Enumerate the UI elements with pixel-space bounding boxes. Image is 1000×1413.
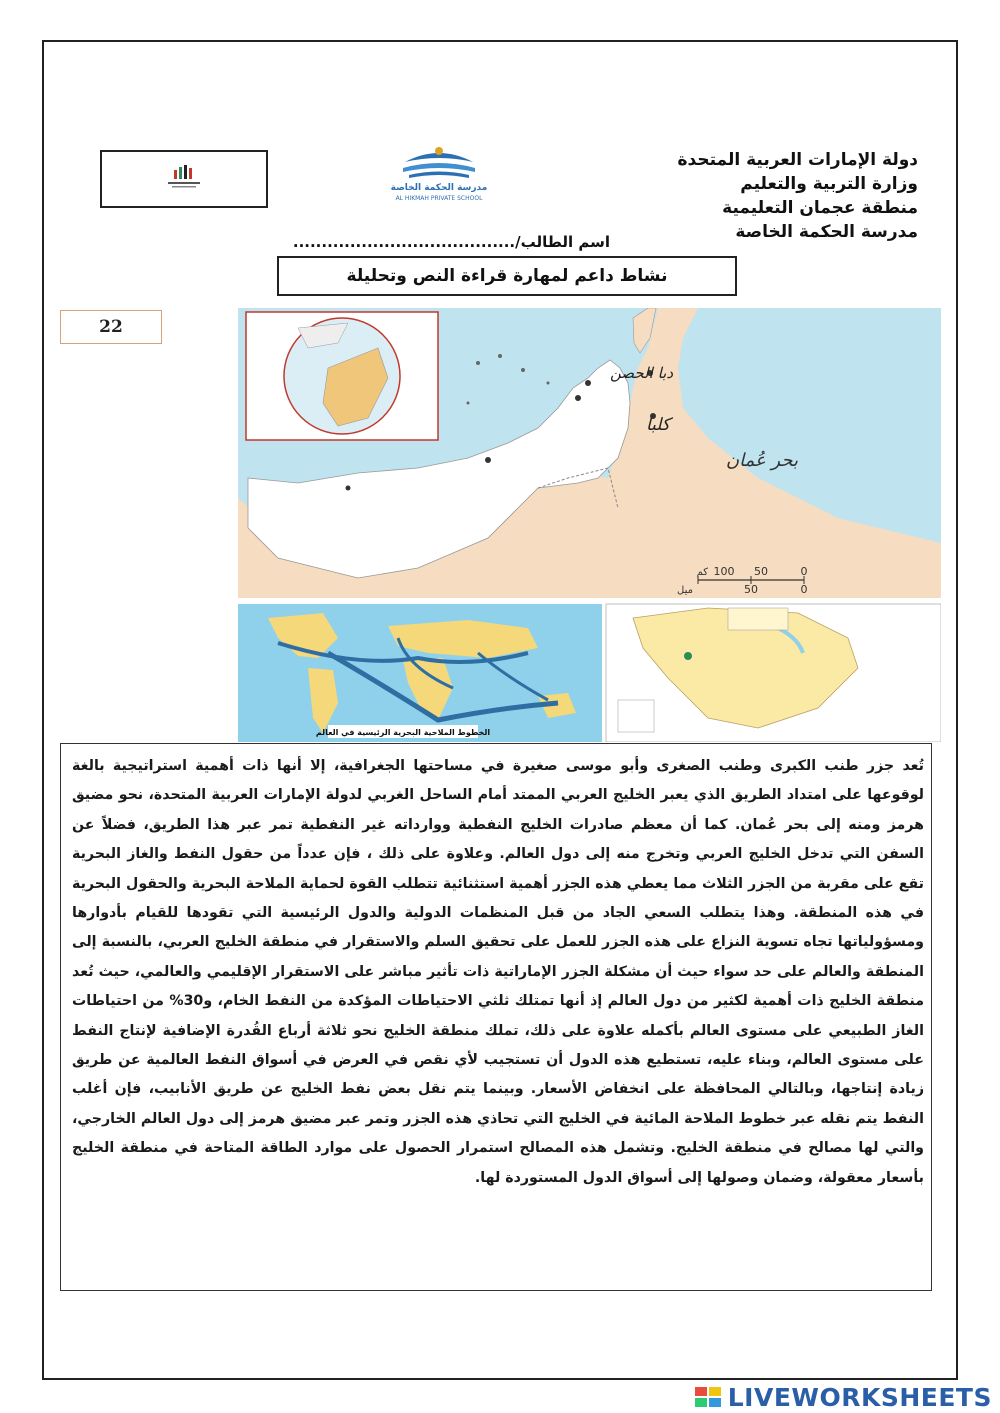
inset-map [246, 312, 438, 440]
ministry-logo-icon [102, 152, 266, 206]
svg-text:ميل: ميل [677, 585, 693, 596]
header-ministry: وزارة التربية والتعليم [740, 174, 918, 194]
svg-text:0: 0 [800, 583, 808, 596]
school-logo-english: AL HIKMAH PRIVATE SCHOOL [395, 195, 483, 202]
world-map-caption: الخطوط الملاحية البحرية الرئيسية في العالم [315, 728, 491, 737]
svg-text:50: 50 [754, 565, 768, 578]
svg-text:50: 50 [744, 583, 758, 596]
page-number: 22 [60, 310, 162, 344]
world-shipping-routes-map [238, 604, 602, 742]
ministry-logo-box [100, 150, 268, 208]
svg-text:0: 0 [800, 565, 808, 578]
map-label-dibba: دبا الحصن [609, 364, 673, 382]
header-school: مدرسة الحكمة الخاصة [735, 222, 918, 242]
reading-passage: تُعد جزر طنب الكبرى وطنب الصغرى وأبو موسى صغيرة في مساحتها الجغرافية، إلا أنها ذات أهمية استراتيجية بالغة لوقوعها على امتداد الطريق الذي يعبر الخليج العربي الممتد أمام الساحل الغربي لدولة الإمارات العربية المتحدة، نحو مضيق هرمز ومنه إلى بحر عُمان. كما أن معظم صادرات الخليج النفطية ووارداته غير النفطية تمر عبر هذا الطريق، فضلاً عن السفن التي تدخل الخليج العربي وتخرج منه إلى دول العالم. وعلاوة على ذلك ، فإن عدداً من حقول النفط والغاز البحرية تقع على مقربة من الجزر الثلاث مما يعطي هذه الجزر أهمية استثنائية تتطلب القوة لحماية الملاحة البحرية والحقول البحرية في هذه المنطقة. وهذا يتطلب السعي الجاد من قبل المنظمات الدولية والدول الرئيسية التي تقودها للقيام بأدوارها ومسؤولياتها تجاه تسوية النزاع على هذه الجزر للعمل على تحقيق السلم والاستقرار في منطقة الخليج العربي، بالنسبة إلى المنطقة والعالم على حد سواء حيث أن مشكلة الجزر الإماراتية ذات تأثير مباشر على الاستقرار الإقليمي والعالمي، حيث تُعد منطقة الخليج ذات أهمية لكثير من دول العالم إذ أنها تمتلك ثلثي الاحتياطات المؤكدة من النفط الخام، و30% من احتياطات الغاز الطبيعي على مستوى العالم بأكمله علاوة على ذلك، تملك منطقة الخليج نحو ثلاثة أرباع القُدرة الإضافية لإنتاج النفط على مستوى العالم، وبناء عليه، تستطيع هذه الدول أن تستجيب لأي نقص في العرض في أسواق النفط العالمية عن طريق زيادة إنتاجها، وبالتالي المحافظة على انخفاض الأسعار. وبينما يتم نقل بعض نفط الخليج عن طريق الأنابيب، فإن أغلب النفط يتم نقله عبر خطوط الملاحة المائية في الخليج التي تحاذي هذه الجزر وتمر عبر مضيق هرمز إلى دول العالم الخارجي، والتي لها مصالح في منطقة الخليج. وتشمل هذه المصالح استمرار الحصول على موارد الطاقة المتاحة في منطقة الخليج بأسعار معقولة، وضمان وصولها إلى أسواق الدول المستوردة لها. [72, 758, 924, 1186]
header-lines [588, 148, 918, 244]
activity-title: نشاط داعم لمهارة قراءة النص وتحليلة [277, 256, 737, 296]
school-logo-arabic: مدرسة الحكمة الخاصة [390, 183, 488, 193]
header-zone: منطقة عجمان التعليمية [722, 198, 918, 218]
svg-text:كم: كم [696, 567, 708, 578]
header-country: دولة الإمارات العربية المتحدة [677, 150, 918, 170]
map-label-sea-of-oman: بحر عُمان [725, 450, 798, 471]
student-name-field[interactable]: اسم الطالب/....................................... [292, 233, 610, 251]
svg-text:100: 100 [713, 565, 735, 578]
map-panel [238, 308, 941, 742]
liveworksheets-brand[interactable] [694, 1382, 992, 1412]
liveworksheets-logo-icon [694, 1384, 722, 1410]
map-label-kalba: كلبا [645, 415, 670, 435]
brand-name: LIVEWORKSHEETS [727, 1382, 992, 1412]
arabian-peninsula-map [606, 604, 941, 742]
school-logo [375, 142, 503, 204]
